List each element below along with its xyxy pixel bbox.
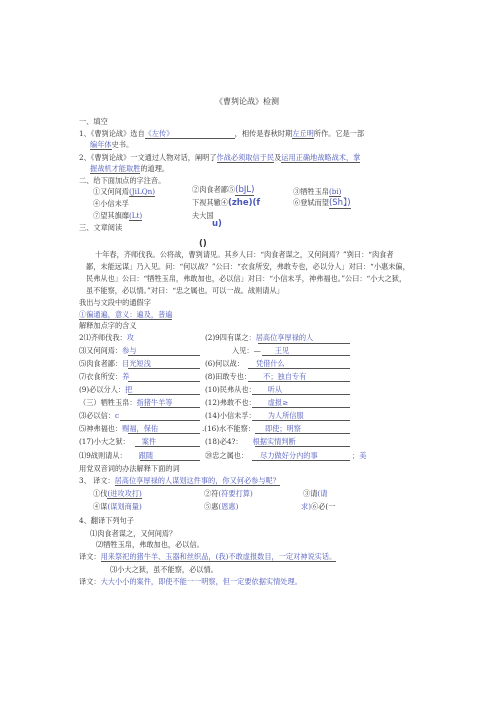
def-19-underline — [140, 460, 200, 461]
word-1 — [93, 489, 142, 499]
word-answer: (进攻攻打) — [107, 489, 142, 498]
word-3 — [303, 489, 327, 498]
def-8-underline — [248, 381, 350, 382]
def-answer: 目光短浅 — [122, 359, 151, 368]
def-5 — [79, 359, 151, 368]
pinyin-item-3 — [293, 187, 341, 197]
def-label: ⑴9战则请从： — [79, 451, 127, 460]
def-label: ⑸神弗福也： — [79, 424, 123, 433]
def-answer: 参与 — [122, 346, 137, 355]
def-2-underline — [258, 343, 350, 344]
word-6 — [301, 502, 335, 511]
q1-answer-author: 左丘明 — [292, 129, 314, 138]
def-8 — [205, 372, 306, 381]
def-1 — [79, 333, 134, 342]
q1-line2-suffix: 史书。 — [111, 140, 134, 149]
passage-line-4: 虽不能察，必以情。”对曰：“忠之属也。可以一战。战则请从」 — [86, 286, 284, 295]
def-14-underline — [252, 420, 350, 421]
q1-mid: ，相传是春秋时期 — [234, 129, 293, 138]
def-answer: 虚报≥ — [267, 398, 289, 407]
def-9 — [79, 385, 132, 394]
def-6-underline — [248, 368, 350, 369]
q2-mid: 及 — [274, 153, 282, 162]
def-16 — [202, 424, 301, 433]
def-answer: 把 — [125, 385, 133, 394]
word-label: ②符 — [204, 489, 219, 498]
def-label: 入见：— — [232, 346, 261, 355]
def-label: (14)小信未孚： — [205, 411, 256, 420]
def-12-underline — [252, 407, 350, 408]
def-7 — [79, 372, 129, 381]
pinyin-item-4 — [93, 199, 129, 208]
word-answer: ⑥必(一 — [311, 502, 336, 511]
q2-prefix: 2、《曹刿论战》一文通过人物对话，阐明了 — [79, 153, 217, 162]
def-13 — [79, 411, 119, 420]
sentence-1b: ⑵牺牲玉帛，弗敢加也，必以信。 — [96, 540, 204, 549]
sub4-prefix: 3、 译文： — [79, 476, 115, 485]
sub-question-1: 我出与文段中的通假字 — [79, 298, 151, 307]
def-13-underline — [120, 420, 200, 421]
q2-line1 — [79, 153, 360, 163]
def-label: (17)小大之狱： — [79, 437, 130, 446]
def-3 — [79, 346, 137, 355]
word-answer: (谋划商量) — [107, 502, 142, 511]
def-answer: 凭借什么 — [255, 359, 285, 368]
section4-heading: 4、翻译下列句子 — [79, 516, 134, 525]
translation-2 — [79, 552, 336, 562]
pinyin-item-5 — [192, 198, 260, 208]
passage-line-1: 十年春，齐师伐我。公将战，曹刿请见。其乡人曰：“肉食者谋之，又何间焉？”刿曰：“肉食者 — [95, 250, 394, 259]
def-6 — [205, 359, 285, 368]
def-answer: 赐福，保佑 — [122, 424, 159, 433]
def-17-underline — [135, 446, 200, 447]
q2-line2 — [90, 164, 169, 174]
def-answer: 根据实情判断 — [252, 437, 296, 446]
pinyin-item-8-answer: u) — [212, 219, 222, 229]
word-answer: (请 — [317, 489, 328, 498]
q1-line2 — [90, 140, 133, 150]
def-label: (12)弗敢不也： — [205, 398, 256, 407]
tongjia-answer: ①徧通遍，意义：遍及，普遍 — [79, 310, 173, 319]
def-label: (8)田敢专也： — [205, 372, 252, 381]
def-17 — [79, 437, 156, 446]
q1-line1 — [79, 129, 364, 139]
pinyin-answer: (bi) — [328, 187, 342, 196]
page-title: 《曹刿论战》检测 — [215, 97, 279, 106]
def-4 — [232, 346, 289, 355]
def-answer: 尽力做好分内的事 — [260, 451, 318, 460]
pinyin-word: ⑦望其旗靡 — [93, 211, 129, 220]
def-20 — [205, 451, 318, 460]
pinyin-word: ④小信未孚 — [93, 199, 129, 208]
def-14 — [205, 411, 304, 420]
translation-3 — [79, 577, 302, 586]
q2-answer-b: 运用正确地战略战术，掌 — [281, 153, 361, 162]
def-12 — [205, 398, 288, 407]
translation-label: 译文： — [79, 577, 101, 586]
pinyin-item-8 — [192, 211, 214, 220]
q1-answer-genre: 编年体 — [90, 140, 112, 149]
def-label: ⑶必以信： — [79, 411, 115, 420]
translation-answer: 大大小小的案件，即使不能一一明察，但一定要依据实情处理。 — [100, 577, 302, 586]
def-label: ⑶又何间焉： — [79, 346, 123, 355]
def-answer: 即使；明察 — [264, 424, 301, 433]
q2-line2-suffix: 的道理。 — [140, 164, 170, 173]
def-label: （三）牺牲玉帛： — [79, 398, 137, 407]
def-label: .(16)水不能察： — [202, 424, 255, 433]
pinyin-word: 下视其辙④ — [192, 198, 228, 207]
translation-answer: 用来祭祀的猪牛羊、玉器和丝织品，(我)不敢虚报数目，一定对神说实话。 — [100, 552, 337, 561]
word-answer: (恩惠) — [218, 502, 239, 511]
def-answer: c — [114, 411, 119, 420]
pinyin-word: ①又何间焉 — [93, 187, 129, 196]
def-15 — [79, 424, 158, 433]
q2-answer-a: 作战必须取信于民 — [216, 153, 275, 162]
sub-question-4 — [79, 476, 280, 486]
sub-question-2: 解释加点字的含义 — [79, 321, 137, 330]
def-answer: 为人所信服 — [267, 411, 304, 420]
def-2 — [205, 333, 313, 342]
word-4 — [93, 502, 142, 511]
word-answer: (符要打算) — [218, 489, 253, 498]
def-answer: 听从 — [267, 385, 283, 394]
def-answer: 攻 — [126, 333, 134, 342]
passage-marker: () — [199, 239, 207, 249]
defs-end: ；美 — [352, 451, 367, 460]
section1-heading: 一、填空 — [79, 117, 108, 126]
passage-line-2: 鄙，未能远谋」乃入见。问：“何以战？”公曰：“衣食所安，弗敢专也，必以分人」对曰：“小惠未偏， — [86, 262, 410, 271]
translation-label: 译文： — [79, 552, 101, 561]
pinyin-answer: (bJL) — [235, 185, 255, 195]
def-16-underline — [255, 433, 350, 434]
def-7-underline — [128, 381, 200, 382]
def-answer: 养 — [122, 372, 130, 381]
q1-answer-source: 《左传》 — [145, 129, 235, 139]
q1-prefix: 1、《曹刿论战》选自 — [79, 129, 145, 138]
def-answer: 不；独自专有 — [263, 372, 307, 381]
pinyin-answer: (zhe)(f — [227, 198, 261, 208]
pinyin-item-2 — [192, 185, 254, 196]
def-label: ⑳忠之属也： — [205, 451, 249, 460]
word-label: ③请 — [303, 489, 318, 498]
def-answer: 指猪牛羊等 — [136, 398, 173, 407]
pinyin-word: ⑥登轼而望 — [293, 198, 329, 207]
passage-line-3: 民弗从也」公曰：“牺牲玉帛，弗敢加也，必以信」对曰：“小信未孚，神弗福也。”公曰：“小大之狱， — [86, 274, 407, 283]
def-answer: 王见 — [274, 346, 290, 355]
sub-question-3: 用党双音词的办法解释下面的词 — [79, 464, 180, 473]
def-label: (9)必以分人： — [79, 385, 126, 394]
def-label: (18)必4?： — [205, 437, 243, 446]
word-label: ⑤惠 — [204, 502, 219, 511]
q1-suffix: 所作。它是一部 — [313, 129, 365, 138]
q2-answer-c: 握战机才能取胜 — [90, 164, 141, 173]
def-10-underline — [252, 394, 350, 395]
def-4-underline — [262, 355, 350, 356]
def-label: (6)何以战： — [205, 359, 244, 368]
def-11-underline — [140, 407, 200, 408]
section2-heading: 二、给下面加点的字注音。 — [79, 176, 166, 185]
def-15-underline — [128, 433, 200, 434]
def-3-underline — [128, 355, 200, 356]
def-18-underline — [255, 446, 350, 447]
pinyin-word: 夫大国 — [192, 211, 214, 220]
word-label: 求) — [301, 502, 311, 511]
def-label: (2)9四有谋之 — [205, 333, 249, 342]
pinyin-word: ③牺牲玉帛 — [293, 187, 329, 196]
pinyin-word: ②肉食者鄙⑤ — [192, 185, 236, 194]
section3-heading: 三、文章阅读 — [79, 223, 123, 232]
def-label: 2⑴齐师伐我： — [79, 333, 127, 342]
def-5-underline — [128, 368, 200, 369]
def-19 — [79, 451, 153, 460]
def-answer: 案件 — [141, 437, 157, 446]
pinyin-answer: (Lt) — [128, 211, 143, 220]
def-20-underline — [252, 460, 350, 461]
def-label: (10)民弗从也： — [205, 385, 256, 394]
sentence-3: ⑶小大之狱，虽不能察，必以情。 — [110, 565, 218, 574]
pinyin-answer: (JiLQn) — [128, 187, 156, 196]
def-11 — [79, 398, 172, 407]
def-answer: 跟随 — [138, 451, 154, 460]
sub-question-1-answer — [79, 310, 172, 320]
def-answer: ：居高位享厚禄的人 — [248, 333, 314, 342]
word-label: ①伐 — [93, 489, 108, 498]
word-2 — [204, 489, 253, 498]
sentence-1a: ⑴肉食者谋之，又何间焉？ — [90, 529, 177, 538]
word-5 — [204, 502, 238, 511]
def-label: ⑸肉食者鄙： — [79, 359, 123, 368]
sub4-answer: 居高位享厚禄的人谋划这件事的，你又何必参与呢？ — [114, 476, 280, 485]
pinyin-answer: (Sh】) — [328, 198, 351, 208]
pinyin-item-1 — [93, 187, 155, 197]
pinyin-item-6 — [293, 198, 351, 209]
def-18 — [205, 437, 296, 446]
def-label: ⑺衣食所安： — [79, 372, 123, 381]
pinyin-item-7 — [93, 211, 142, 221]
def-10 — [205, 385, 282, 394]
word-label: ④谋 — [93, 502, 108, 511]
def-9-underline — [128, 394, 200, 395]
